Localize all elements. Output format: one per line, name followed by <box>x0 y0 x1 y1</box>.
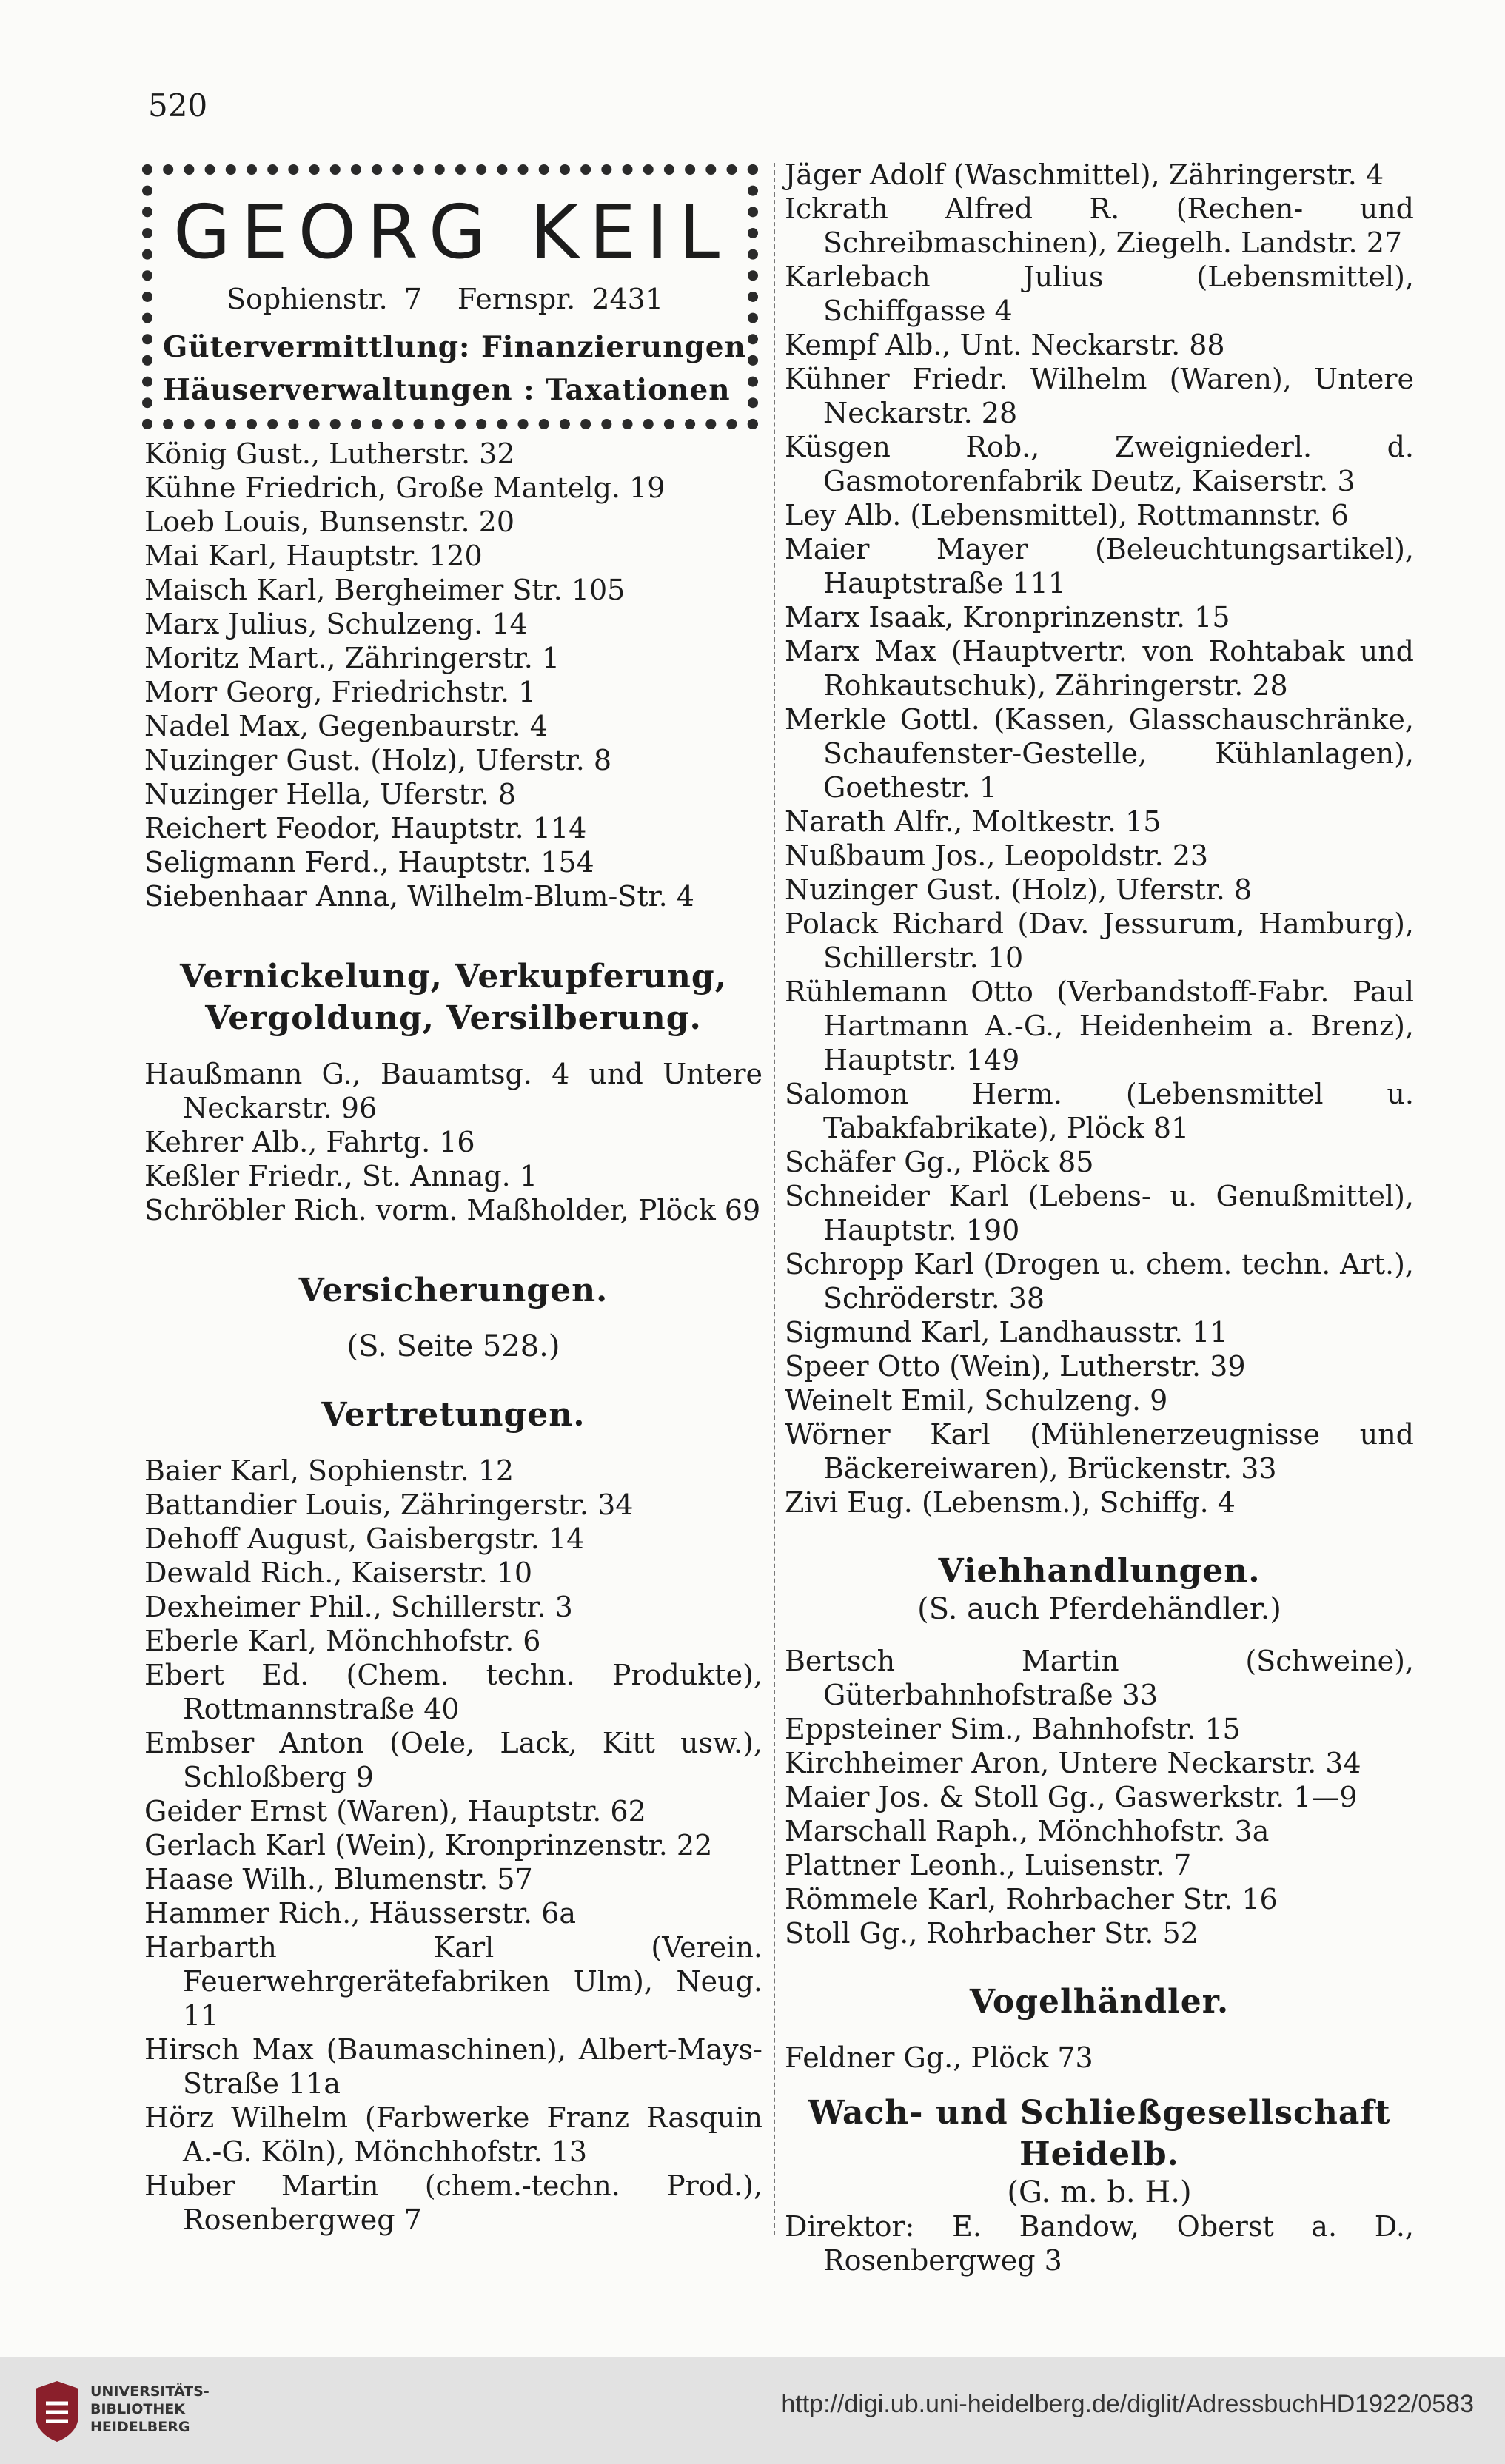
entry-list <box>785 2209 1414 2277</box>
directory-entry: Eppsteiner Sim., Bahnhofstr. 15 <box>785 1713 1241 1745</box>
directory-entry: Polack Richard (Dav. Jessurum, Hamburg), Schillerstr. 10 <box>785 907 1414 974</box>
section-subheading: (G. m. b. H.) <box>1007 2175 1192 2209</box>
directory-entry: Hörz Wilhelm (Farbwerke Franz Rasquin A.-G. Köln), Mönchhofstr. 13 <box>144 2101 762 2168</box>
directory-entry: Baier Karl, Sophienstr. 12 <box>144 1454 514 1487</box>
directory-entry: Battandier Louis, Zähringerstr. 34 <box>144 1488 634 1521</box>
directory-entry: Embser Anton (Oele, Lack, Kitt usw.), Schloßberg 9 <box>144 1727 762 1793</box>
directory-entry: Merkle Gottl. (Kassen, Glasschauschränke, Schaufenster-Gestelle, Kühlanlagen), Goethestr. 1 <box>785 703 1414 804</box>
directory-entry: Dehoff August, Gaisbergstr. 14 <box>144 1523 585 1555</box>
directory-entry: Mai Karl, Hauptstr. 120 <box>144 540 483 572</box>
directory-entry: Nußbaum Jos., Leopoldstr. 23 <box>785 839 1209 872</box>
directory-entry: Kehrer Alb., Fahrtg. 16 <box>144 1126 475 1158</box>
directory-entry: Keßler Friedr., St. Annag. 1 <box>144 1160 538 1192</box>
section-reference: (S. Seite 528.) <box>346 1329 560 1363</box>
directory-entry: Ickrath Alfred R. (Rechen- und Schreibmaschinen), Ziegelh. Landstr. 27 <box>785 192 1414 259</box>
directory-entry: Schröbler Rich. vorm. Maßholder, Plöck 69 <box>144 1194 761 1226</box>
directory-entry: Kempf Alb., Unt. Neckarstr. 88 <box>785 329 1225 361</box>
section-heading-vogelhaendler: Vogelhändler. <box>969 1983 1230 2021</box>
directory-entry: Römmele Karl, Rohrbacher Str. 16 <box>785 1883 1278 1916</box>
directory-entry: Huber Martin (chem.-techn. Prod.), Rosenbergweg 7 <box>144 2169 762 2236</box>
directory-entry: Dewald Rich., Kaiserstr. 10 <box>144 1557 533 1589</box>
source-url-link[interactable]: http://digi.ub.uni-heidelberg.de/diglit/AdressbuchHD1922/0583 <box>781 2390 1474 2418</box>
directory-entry: Marx Max (Hauptvertr. von Rohtabak und Rohkautschuk), Zähringerstr. 28 <box>785 635 1414 702</box>
directory-entry: Dexheimer Phil., Schillerstr. 3 <box>144 1591 573 1623</box>
section-heading-versicherungen: Versicherungen. <box>298 1272 609 1309</box>
directory-entry: Kühner Friedr. Wilhelm (Waren), Untere Neckarstr. 28 <box>785 363 1414 429</box>
directory-entry: Jäger Adolf (Waschmittel), Zähringerstr. 4 <box>785 158 1384 191</box>
directory-entry: Geider Ernst (Waren), Hauptstr. 62 <box>144 1795 646 1827</box>
directory-entry: Marx Julius, Schulzeng. 14 <box>144 608 528 640</box>
ad-phone: Fernspr. 2431 <box>457 283 664 315</box>
directory-entry: Nuzinger Gust. (Holz), Uferstr. 8 <box>144 744 612 776</box>
directory-entry: Maier Mayer (Beleuchtungsartikel), Hauptstraße 111 <box>785 533 1414 600</box>
directory-entry: Nuzinger Hella, Uferstr. 8 <box>144 778 517 810</box>
directory-entry: Schropp Karl (Drogen u. chem. techn. Art.), Schröderstr. 38 <box>785 1248 1414 1315</box>
library-logo-text <box>90 2383 210 2436</box>
directory-entry: Maier Jos. & Stoll Gg., Gaswerkstr. 1—9 <box>785 1781 1358 1813</box>
logo-line: HEIDELBERG <box>90 2419 190 2435</box>
directory-entry: Ebert Ed. (Chem. techn. Produkte), Rottmannstraße 40 <box>144 1659 762 1725</box>
entry-list <box>144 437 762 913</box>
directory-entry: Kühne Friedrich, Große Mantelg. 19 <box>144 471 666 504</box>
directory-entry: Hammer Rich., Häusserstr. 6a <box>144 1897 577 1930</box>
section-heading-vertretungen: Vertretungen. <box>321 1396 586 1434</box>
section-heading-vernickelung: Vernickelung, Verkupferung, Vergoldung, Versilberung. <box>179 958 728 1037</box>
directory-entry: Maisch Karl, Bergheimer Str. 105 <box>144 574 626 606</box>
directory-entry: Weinelt Emil, Schulzeng. 9 <box>785 1384 1168 1417</box>
directory-entry: Wörner Karl (Mühlenerzeugnisse und Bäckereiwaren), Brückenstr. 33 <box>785 1418 1414 1485</box>
entry-list <box>785 158 1414 1520</box>
directory-entry: Plattner Leonh., Luisenstr. 7 <box>785 1849 1192 1881</box>
directory-entry: Bertsch Martin (Schweine), Güterbahnhofstraße 33 <box>785 1645 1414 1711</box>
directory-entry: Seligmann Ferd., Hauptstr. 154 <box>144 846 594 879</box>
directory-entry: Eberle Karl, Mönchhofstr. 6 <box>144 1625 541 1657</box>
entry-list <box>785 1644 1414 1950</box>
directory-entry: Stoll Gg., Rohrbacher Str. 52 <box>785 1917 1199 1950</box>
directory-entry: Karlebach Julius (Lebensmittel), Schiffgasse 4 <box>785 261 1414 327</box>
directory-entry: Haußmann G., Bauamtsg. 4 und Untere Neckarstr. 96 <box>144 1058 762 1124</box>
directory-entry: Kirchheimer Aron, Untere Neckarstr. 34 <box>785 1747 1361 1779</box>
footer-bar <box>0 2357 1505 2464</box>
section-heading-viehhandlungen: Viehhandlungen. <box>938 1552 1261 1590</box>
ad-services-line-1: Gütervermittlung: Finanzierungen <box>163 330 746 364</box>
ad-services-line-2: Häuserverwaltungen : Taxationen <box>163 373 731 407</box>
left-column <box>144 437 762 2237</box>
logo-line: UNIVERSITÄTS- <box>90 2383 210 2400</box>
directory-entry: Nadel Max, Gegenbaurstr. 4 <box>144 710 548 742</box>
directory-entry: Schäfer Gg., Plöck 85 <box>785 1146 1094 1178</box>
directory-entry: Gerlach Karl (Wein), Kronprinzenstr. 22 <box>144 1829 713 1862</box>
column-divider <box>774 163 775 2235</box>
directory-entry: König Gust., Lutherstr. 32 <box>144 437 515 470</box>
directory-entry: Zivi Eug. (Lebensm.), Schiffg. 4 <box>785 1486 1236 1519</box>
directory-entry: Marx Isaak, Kronprinzenstr. 15 <box>785 601 1230 634</box>
directory-entry: Siebenhaar Anna, Wilhelm-Blum-Str. 4 <box>144 880 694 913</box>
ad-company-name: GEORG KEIL <box>173 189 731 275</box>
directory-entry: Rühlemann Otto (Verbandstoff-Fabr. Paul Hartmann A.-G., Heidenheim a. Brenz), Hauptstr. 149 <box>785 976 1414 1076</box>
directory-entry: Loeb Louis, Bunsenstr. 20 <box>144 506 515 538</box>
ad-contact-line <box>227 283 663 315</box>
library-logo-icon <box>31 2378 83 2443</box>
directory-entry: Narath Alfr., Moltkestr. 15 <box>785 805 1162 838</box>
logo-line: BIBLIOTHEK <box>90 2401 185 2417</box>
right-column <box>785 158 1414 2277</box>
page-number: 520 <box>148 87 208 124</box>
section-reference: (S. auch Pferdehändler.) <box>917 1592 1281 1626</box>
section-heading-wach: Wach- und Schließgesellschaft Heidelb. <box>808 2094 1391 2173</box>
directory-entry: Reichert Feodor, Hauptstr. 114 <box>144 812 587 845</box>
directory-entry: Moritz Mart., Zähringerstr. 1 <box>144 642 560 674</box>
directory-entry: Küsgen Rob., Zweigniederl. d. Gasmotorenfabrik Deutz, Kaiserstr. 3 <box>785 431 1414 497</box>
directory-entry: Hirsch Max (Baumaschinen), Albert-Mays-Straße 11a <box>144 2033 762 2100</box>
directory-entry: Direktor: E. Bandow, Oberst a. D., Rosenbergweg 3 <box>785 2210 1414 2277</box>
directory-entry: Haase Wilh., Blumenstr. 57 <box>144 1863 533 1896</box>
directory-entry: Morr Georg, Friedrichstr. 1 <box>144 676 537 708</box>
advertisement-box <box>142 164 758 429</box>
directory-entry: Schneider Karl (Lebens- u. Genußmittel), Hauptstr. 190 <box>785 1180 1414 1246</box>
directory-entry: Sigmund Karl, Landhausstr. 11 <box>785 1316 1228 1349</box>
directory-entry: Salomon Herm. (Lebensmittel u. Tabakfabrikate), Plöck 81 <box>785 1078 1414 1144</box>
entry-list <box>144 1454 762 2237</box>
directory-entry: Ley Alb. (Lebensmittel), Rottmannstr. 6 <box>785 499 1349 531</box>
directory-entry: Harbarth Karl (Verein. Feuerwehrgerätefabriken Ulm), Neug. 11 <box>144 1931 762 2032</box>
directory-entry: Marschall Raph., Mönchhofstr. 3a <box>785 1815 1270 1847</box>
entry-list <box>785 2041 1414 2075</box>
directory-entry: Feldner Gg., Plöck 73 <box>785 2041 1093 2074</box>
directory-entry: Speer Otto (Wein), Lutherstr. 39 <box>785 1350 1246 1383</box>
entry-list <box>144 1057 762 1227</box>
directory-entry: Nuzinger Gust. (Holz), Uferstr. 8 <box>785 873 1253 906</box>
ad-address: Sophienstr. 7 <box>227 283 422 315</box>
